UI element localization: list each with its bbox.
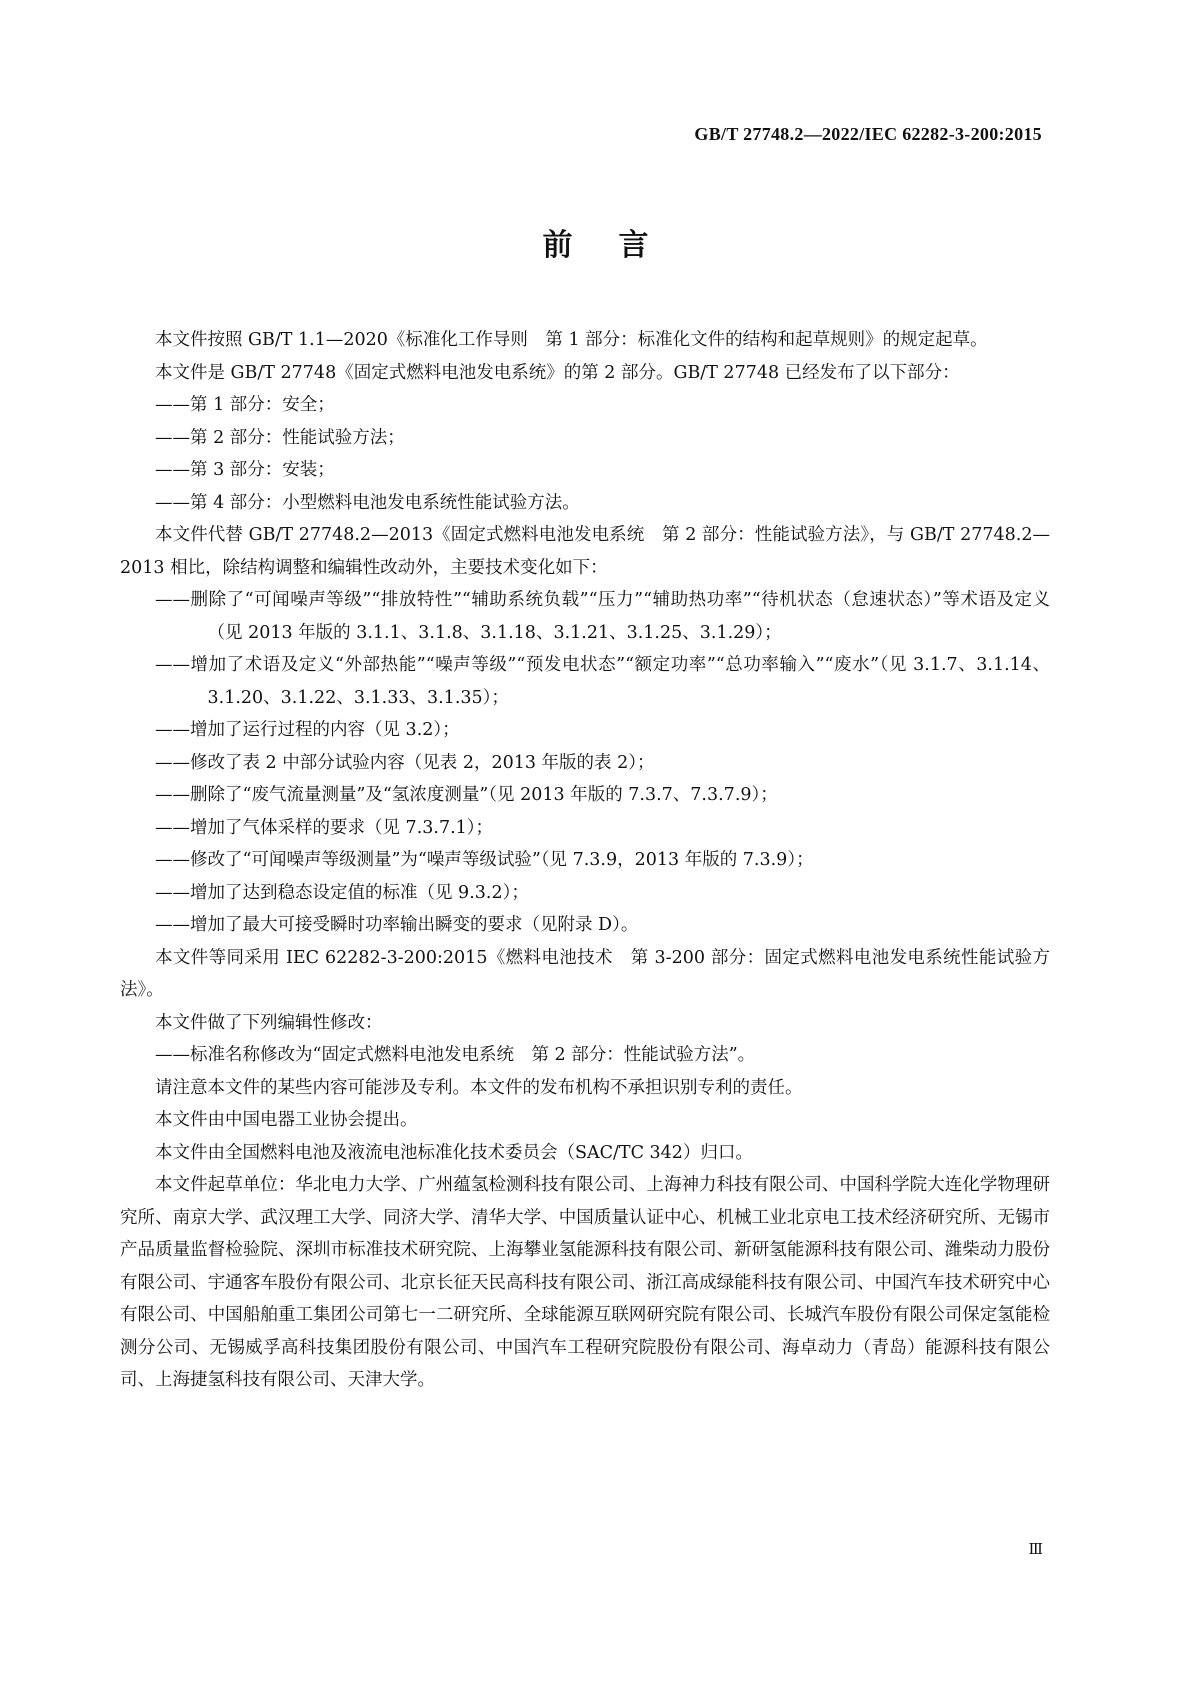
list-item: ——删除了“废气流量测量”及“氢浓度测量”（见 2013 年版的 7.3.7、7.3.7.9）； bbox=[155, 785, 778, 805]
page-number: Ⅲ bbox=[1028, 1542, 1043, 1558]
paragraph: 本文件由中国电器工业协会提出。 bbox=[155, 1110, 418, 1130]
list-item: ——增加了运行过程的内容（见 3.2）； bbox=[155, 720, 460, 740]
list-item: ——标准名称修改为“固定式燃料电池发电系统 第 2 部分：性能试验方法”。 bbox=[155, 1045, 756, 1065]
list-item: ——增加了气体采样的要求（见 7.3.7.1）； bbox=[155, 817, 494, 838]
list-item: ——第 2 部分：性能试验方法； bbox=[155, 427, 405, 448]
list-item: ——修改了“可闻噪声等级测量”为“噪声等级试验”（见 7.3.9，2013 年版的 7.3.9）； bbox=[155, 850, 814, 870]
body-content bbox=[120, 324, 1050, 1397]
paragraph: 本文件做了下列编辑性修改： bbox=[155, 1012, 383, 1033]
paragraph: 请注意本文件的某些内容可能涉及专利。本文件的发布机构不承担识别专利的责任。 bbox=[155, 1077, 803, 1098]
list-item: ——增加了达到稳态设定值的标准（见 9.3.2）； bbox=[155, 882, 529, 903]
list-item: ——增加了最大可接受瞬时功率输出瞬变的要求（见附录 D）。 bbox=[155, 915, 639, 935]
paragraph: 本文件代替 GB/T 27748.2—2013《固定式燃料电池发电系统 第 2 部分：性能试验方法》，与 GB/T 27748.2—2013 相比，除结构调整和编辑性改动外，主要技术变化如下： bbox=[120, 525, 1050, 578]
standard-number: GB/T 27748.2—2022/IEC 62282-3-200:2015 bbox=[694, 124, 1042, 144]
list-item: ——删除了“可闻噪声等级”“排放特性”“辅助系统负载”“压力”“辅助热功率”“待机状态（怠速状态）”等术语及定义（见 2013 年版的 3.1.1、3.1.8、3.1.18、3.1.21、3.1.25、3.1.29）； bbox=[155, 590, 1050, 643]
list-item: ——增加了术语及定义“外部热能”“噪声等级”“预发电状态”“额定功率”“总功率输入”“废水”（见 3.1.7、3.1.14、3.1.20、3.1.22、3.1.33、3.1.35）； bbox=[155, 655, 1050, 708]
list-item: ——第 1 部分：安全； bbox=[155, 395, 335, 415]
paragraph: 本文件由全国燃料电池及液流电池标准化技术委员会（SAC/TC 342）归口。 bbox=[155, 1142, 753, 1163]
page-title: 前言 bbox=[542, 228, 695, 263]
paragraph: 本文件按照 GB/T 1.1—2020《标准化工作导则 第 1 部分：标准化文件的结构和起草规则》的规定起草。 bbox=[155, 330, 988, 350]
paragraph: 本文件起草单位：华北电力大学、广州蕴氢检测科技有限公司、上海神力科技有限公司、中国科学院大连化学物理研究所、南京大学、武汉理工大学、同济大学、清华大学、中国质量认证中心、机械工业北京电工技术经济研究所、无锡市产品质量监督检验院、深圳市标准技术研究院、上海攀业氢能源科技有限公司、新研氢能源科技有限公司、潍柴动力股份有限公司、宇通客车股份有限公司、北京长征天民高科技有限公司、浙江高成绿能科技有限公司、中国汽车技术研究中心有限公司、中国船舶重工集团公司第七一二研究所、全球能源互联网研究院有限公司、长城汽车股份有限公司保定氢能检测分公司、无锡威孚高科技集团股份有限公司、中国汽车工程研究院股份有限公司、海卓动力（青岛）能源科技有限公司、上海捷氢科技有限公司、天津大学。 bbox=[120, 1175, 1050, 1390]
list-item: ——第 3 部分：安装； bbox=[155, 460, 335, 480]
paragraph: 本文件是 GB/T 27748《固定式燃料电池发电系统》的第 2 部分。GB/T 27748 已经发布了以下部分： bbox=[155, 362, 960, 383]
paragraph: 本文件等同采用 IEC 62282-3-200:2015《燃料电池技术 第 3-200 部分：固定式燃料电池发电系统性能试验方法》。 bbox=[120, 947, 1050, 1000]
list-item: ——第 4 部分：小型燃料电池发电系统性能试验方法。 bbox=[155, 492, 580, 513]
list-item: ——修改了表 2 中部分试验内容（见表 2，2013 年版的表 2）； bbox=[155, 752, 655, 773]
